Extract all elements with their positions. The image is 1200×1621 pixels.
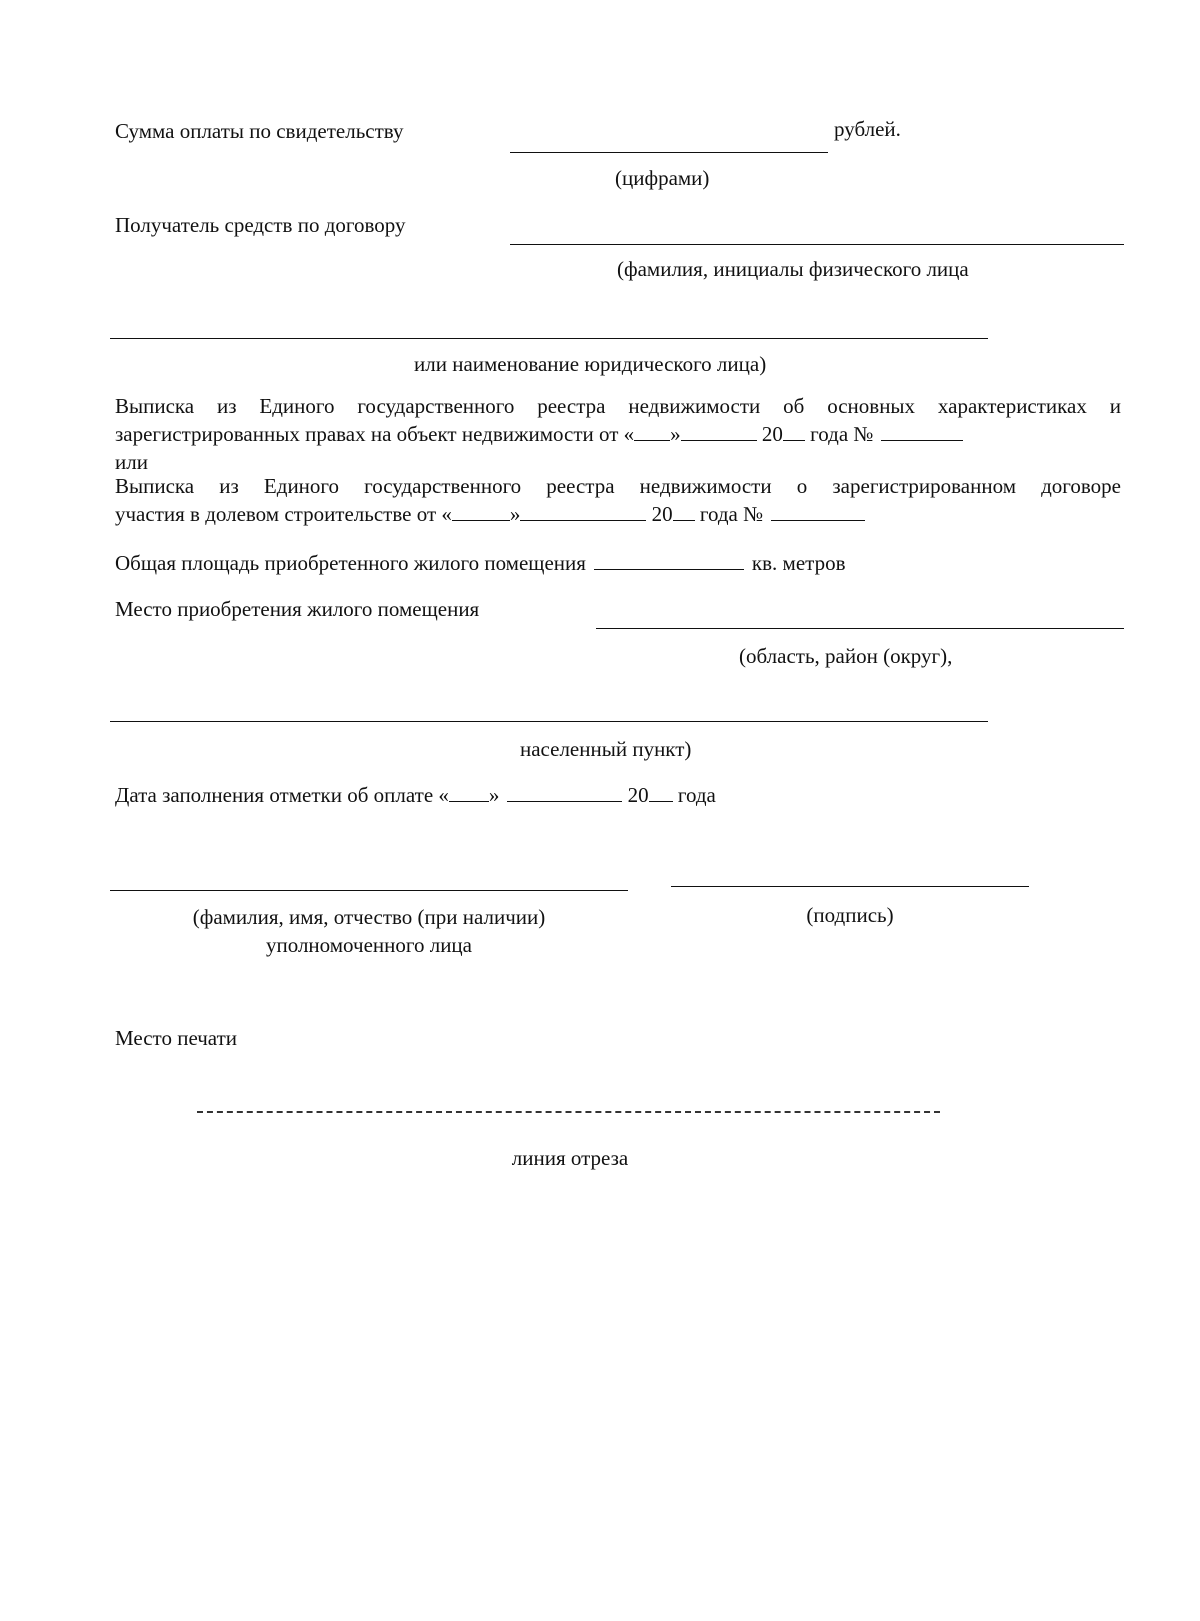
fill-date-line xyxy=(115,785,716,806)
area-line xyxy=(115,553,846,574)
extract-two-year-prefix: 20 xyxy=(646,502,673,526)
extract-two-year-blank[interactable] xyxy=(673,519,695,521)
recipient-label: Получатель средств по договору xyxy=(115,213,406,237)
cut-label: линия отреза xyxy=(511,1146,629,1170)
extract-one-day-blank[interactable] xyxy=(634,439,670,441)
name-hint-line1: (фамилия, имя, отчество (при наличии) xyxy=(192,905,546,929)
place-hint-line2: населенный пункт) xyxy=(520,737,692,761)
stamp-label: Место печати xyxy=(115,1026,238,1050)
recipient-hint-line1: (фамилия, инициалы физического лица xyxy=(617,257,969,281)
signature-line[interactable] xyxy=(671,886,1029,887)
name-signature-line[interactable] xyxy=(110,890,628,891)
fill-date-day-blank[interactable] xyxy=(449,800,489,802)
extract-one-line2 xyxy=(115,424,963,445)
area-blank[interactable] xyxy=(594,568,744,570)
extract-two-number-blank[interactable] xyxy=(771,519,865,521)
place-hint-line1: (область, район (округ), xyxy=(739,644,953,668)
name-hint-line2: уполномоченного лица xyxy=(265,933,472,957)
extract-two-year-suffix: года № xyxy=(694,502,764,526)
fill-date-month-blank[interactable] xyxy=(507,800,622,802)
extract-or-word: или xyxy=(115,450,148,474)
extract-two-line2-prefix: участия в долевом строительстве от « xyxy=(115,502,452,526)
extract-two-month-blank[interactable] xyxy=(520,519,646,521)
area-unit: кв. метров xyxy=(751,551,846,575)
payment-label: Сумма оплаты по свидетельству xyxy=(115,119,404,143)
extract-two-day-blank[interactable] xyxy=(452,519,510,521)
fill-date-year-blank[interactable] xyxy=(649,800,673,802)
cut-dashed-line xyxy=(197,1111,940,1113)
place-line-2[interactable] xyxy=(110,721,988,722)
payment-amount-line[interactable] xyxy=(510,152,828,153)
fill-date-quote-close: » xyxy=(488,783,500,807)
fill-date-year-suffix: года xyxy=(672,783,716,807)
recipient-hint-line2: или наименование юридического лица) xyxy=(414,352,767,376)
extract-one-year-prefix: 20 xyxy=(756,422,783,446)
signature-hint: (подпись) xyxy=(806,903,894,927)
extract-one-quote-close: » xyxy=(670,422,681,446)
place-label: Место приобретения жилого помещения xyxy=(115,597,480,621)
recipient-line-2[interactable] xyxy=(110,338,988,339)
extract-one-line2-prefix: зарегистрированных правах на объект недвижимости от « xyxy=(115,422,635,446)
extract-one-line1: Выписка из Единого государственного реестра недвижимости об основных характеристиках и xyxy=(115,394,1121,418)
extract-one-number-blank[interactable] xyxy=(881,439,963,441)
extract-one-month-blank[interactable] xyxy=(681,439,757,441)
extract-two-quote-close: » xyxy=(509,502,521,526)
fill-date-year-prefix: 20 xyxy=(622,783,649,807)
recipient-line-1[interactable] xyxy=(510,244,1124,245)
extract-two-line1: Выписка из Единого государственного реестра недвижимости о зарегистрированном договоре xyxy=(115,474,1121,498)
extract-one-year-suffix: года № xyxy=(804,422,874,446)
fill-date-prefix: Дата заполнения отметки об оплате « xyxy=(115,783,449,807)
payment-hint: (цифрами) xyxy=(615,166,710,190)
extract-two-line2 xyxy=(115,504,865,525)
area-label: Общая площадь приобретенного жилого помещения xyxy=(115,551,586,575)
payment-unit: рублей. xyxy=(834,117,901,141)
place-line-1[interactable] xyxy=(596,628,1124,629)
extract-one-year-blank[interactable] xyxy=(783,439,805,441)
